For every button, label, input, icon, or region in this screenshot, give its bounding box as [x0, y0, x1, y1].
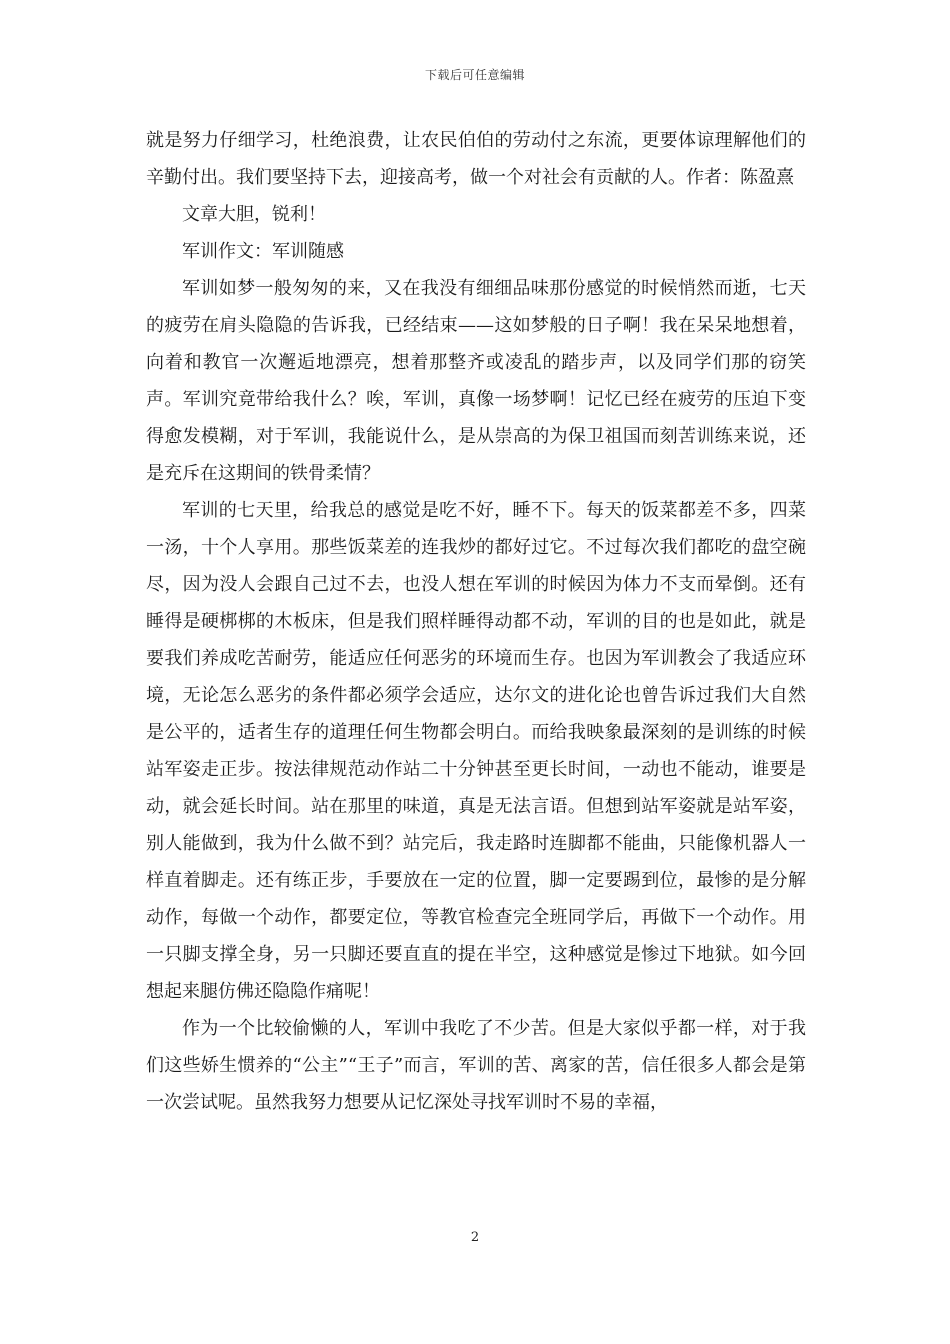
paragraph-essay-title: 军训作文：军训随感	[182, 241, 344, 262]
paragraph-essay-2: 军训的七天里，给我总的感觉是吃不好，睡不下。每天的饭菜都差不多，四菜一汤，十个人享用。那些饭菜差的连我炒的都好过它。不过每次我们都吃的盘空碗尽，因为没人会跟自己过不去，也没人想在军训的时候因为体力不支而晕倒。还有睡得是硬梆梆的木板床，但是我们照样睡得动都不动，军训的目的也是如此，就是要我们养成吃苦耐劳，能适应任何恶劣的环境而生存。也因为军训教会了我适应环境，无论怎么恶劣的条件都必须学会适应，达尔文的进化论也曾告诉过我们大自然是公平的，适者生存的道理任何生物都会明白。而给我映象最深刻的是训练的时候站军姿走正步。按法律规范动作站二十分钟甚至更长时间，一动也不能动，谁要是动，就会延长时间。站在那里的味道，真是无法言语。但想到站军姿就是站军姿，别人能做到，我为什么做不到？站完后，我走路时连脚都不能曲，只能像机器人一样直着脚走。还有练正步，手要放在一定的位置，脚一定要踢到位，最惨的是分解动作，每做一个动作，都要定位，等教官检查完全班同学后，再做下一个动作。用一只脚支撑全身，另一只脚还要直直的提在半空，这种感觉是惨过下地狱。如今回想起来腿仿佛还隐隐作痛呢！	[146, 500, 806, 1002]
paragraph-essay-3: 作为一个比较偷懒的人，军训中我吃了不少苦。但是大家似乎都一样，对于我们这些娇生惯养的“公主”“王子”而言，军训的苦、离家的苦，信任很多人都会是第一次尝试呢。虽然我努力想要从记忆深处寻找军训时不易的幸福，	[146, 1018, 806, 1113]
page-number: 2	[470, 1230, 480, 1245]
paragraph-comment: 文章大胆，锐利！	[182, 204, 326, 225]
paragraph-essay-1: 军训如梦一般匆匆的来，又在我没有细细品味那份感觉的时候悄然而逝，七天的疲劳在肩头隐隐的告诉我，已经结束——这如梦般的日子啊！我在呆呆地想着，向着和教官一次邂逅地漂亮，想着那整齐或凌乱的踏步声，以及同学们那的窃笑声。军训究竟带给我什么？唉，军训，真像一场梦啊！记忆已经在疲劳的压迫下变得愈发模糊，对于军训，我能说什么，是从崇高的为保卫祖国而刻苦训练来说，还是充斥在这期间的铁骨柔情？	[146, 278, 806, 484]
paragraph-continuation: 就是努力仔细学习，杜绝浪费，让农民伯伯的劳动付之东流，更要体谅理解他们的辛勤付出。我们要坚持下去，迎接高考，做一个对社会有贡献的人。作者：陈盈熹	[146, 130, 806, 188]
page-header: 下载后可任意编辑	[424, 68, 525, 82]
document-body	[146, 122, 806, 1121]
